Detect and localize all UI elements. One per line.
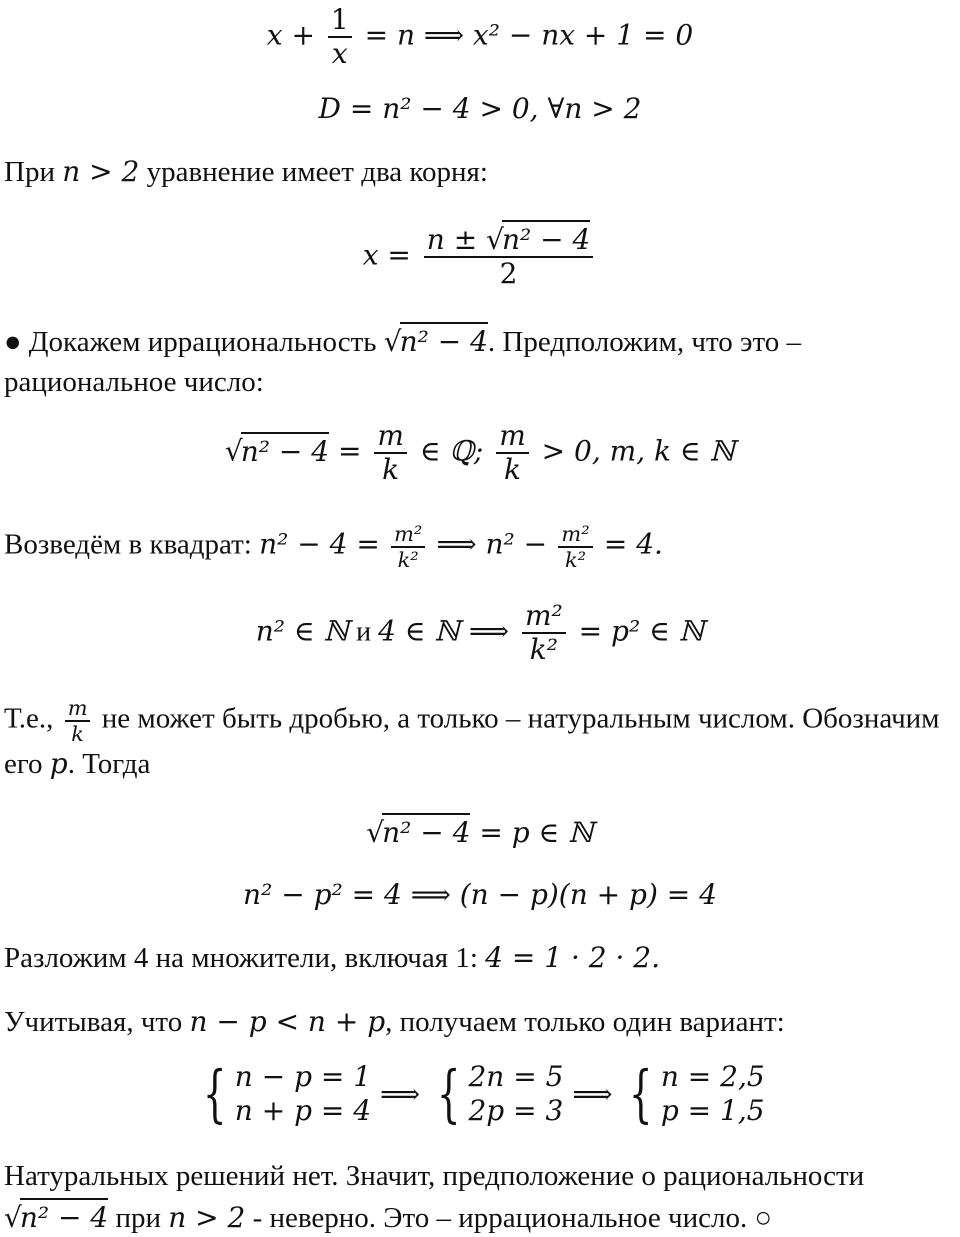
text-squaring	[4, 522, 663, 572]
math-fragment: ⟹ n² −	[436, 527, 548, 561]
system-row: n = 2,5	[660, 1060, 765, 1093]
fraction-numerator: m²	[391, 522, 425, 548]
text-fragment: при	[108, 1202, 169, 1234]
text-fragment: Т.е.,	[4, 702, 61, 735]
fraction-denominator: k	[382, 453, 400, 487]
math-fragment: 4 ∈ ℕ ⟹	[378, 614, 510, 648]
positivity-condition: > 0, m, k ∈ ℕ	[541, 434, 736, 468]
text-no-natural-solutions	[4, 1158, 864, 1194]
text-fragment: Разложим 4 на множители, включая 1:	[4, 942, 486, 974]
math-fragment: = p² ∈ ℕ	[578, 614, 705, 648]
implies-arrow: ⟹	[572, 1077, 613, 1111]
text-fragment: - неверно. Это – иррациональное число. ○	[245, 1202, 772, 1234]
implies-arrow: ⟹	[379, 1077, 421, 1111]
fraction-denominator: x	[331, 37, 348, 71]
equals-sign: =	[338, 434, 362, 468]
fraction-numerator: m²	[522, 600, 566, 634]
equation-reciprocal-sum	[0, 4, 960, 70]
system-row: 2n = 5	[468, 1060, 564, 1093]
fraction-m-over-k	[496, 420, 529, 486]
sqrt-radicand: n² − 4	[20, 1198, 108, 1234]
conjunction-and: и	[349, 616, 379, 648]
brace-icon: {	[436, 1057, 461, 1130]
fraction-one-over-x	[328, 4, 352, 70]
fraction-numerator: m	[374, 420, 407, 454]
fraction-numerator: m	[496, 420, 529, 454]
text-fragment: не может быть дробью, а только – натуральным числом. Обозначим	[94, 702, 940, 735]
fraction-m2-over-k2	[522, 600, 566, 666]
text-fragment: уравнение имеет два корня:	[139, 156, 488, 188]
text-conclusion: √n² − 4 при n > 2 - неверно. Это – иррациональное число. ○	[4, 1200, 772, 1236]
text-prove-irrational: ● Докажем иррациональность √n² − 4. Предположим, что это –	[4, 324, 801, 360]
sqrt-radicand: n² − 4	[241, 432, 329, 468]
sqrt-radicand: n² − 4	[502, 220, 590, 256]
math-fragment: n² ∈ ℕ	[255, 614, 350, 648]
math-n-gt-2: n > 2	[62, 155, 140, 188]
fraction-denominator: k²	[397, 548, 419, 572]
in-rationals: ∈ ℚ;	[419, 434, 484, 468]
fraction-denominator: k²	[529, 633, 558, 667]
text-denote-p	[4, 746, 150, 782]
text-cannot-be-fraction	[4, 696, 940, 746]
equation-discriminant	[0, 92, 960, 125]
math-fragment: 4 = 1 · 2 · 2.	[485, 941, 660, 974]
sqrt-radicand: n² − 4	[382, 813, 470, 849]
math-fragment: = 4.	[603, 527, 663, 561]
fraction-m-over-k	[65, 696, 91, 746]
brace-icon: {	[203, 1057, 227, 1130]
text-fragment: Натуральных решений нет. Значит, предположение о рациональности	[4, 1160, 865, 1192]
equation-natural	[0, 600, 960, 666]
system-row: n − p = 1	[234, 1060, 372, 1093]
fraction-m2-over-k2	[558, 522, 592, 572]
text-fragment: , получаем только один вариант:	[385, 1006, 785, 1038]
text-fragment: . Предположим, что это –	[487, 326, 802, 358]
math-fragment: n² − p² = 4 ⟹ (n − p)(n + p) = 4	[243, 878, 717, 911]
system-3	[621, 1057, 765, 1130]
text-fragment: При	[4, 156, 63, 188]
fraction-numerator: m	[65, 696, 91, 722]
sqrt-radicand: n² − 4	[400, 322, 488, 358]
math-p: p	[49, 747, 68, 780]
equation-systems	[0, 1057, 960, 1130]
brace-icon: {	[629, 1057, 653, 1130]
math-n-gt-2: n > 2	[168, 1201, 246, 1234]
text-considering	[4, 1004, 785, 1040]
math-inequality: n − p < n + p	[189, 1005, 386, 1038]
fraction-denominator: k²	[564, 548, 586, 572]
fraction-m2-over-k2	[391, 522, 425, 572]
fraction-m-over-k	[374, 420, 407, 486]
eq1-right: = n ⟹ x² − nx + 1 = 0	[364, 18, 694, 52]
system-row: n + p = 4	[234, 1094, 372, 1127]
text-factor-four	[4, 940, 660, 976]
equation-sqrt-equals-p: √n² − 4 = p ∈ ℕ	[0, 816, 960, 849]
math-fragment: = p ∈ ℕ	[479, 816, 594, 849]
text-rational-number	[4, 364, 264, 400]
text-fragment: его	[4, 748, 50, 780]
text-fragment: Учитывая, что	[4, 1006, 190, 1038]
n-plus-minus: n ±	[426, 223, 478, 256]
roots-left: x =	[362, 238, 411, 272]
equation-roots	[0, 224, 960, 290]
fraction-numerator: n ± √n² − 4	[424, 224, 594, 258]
fraction-denominator: k	[71, 722, 84, 746]
fraction-numerator: m²	[558, 522, 592, 548]
text-two-roots	[4, 154, 488, 190]
text-fragment: . Тогда	[67, 748, 151, 780]
system-1	[195, 1057, 372, 1130]
eq1-left: x +	[266, 18, 315, 52]
fraction-numerator: 1	[328, 4, 352, 38]
text-fragment: Возведём в квадрат:	[4, 528, 260, 561]
system-2	[429, 1057, 564, 1130]
discriminant-text: D = n² − 4 > 0, ∀n > 2	[318, 92, 642, 125]
system-row: p = 1,5	[660, 1094, 765, 1127]
text-fragment: рациональное число:	[4, 366, 264, 398]
equation-difference-of-squares	[0, 878, 960, 911]
text-fragment: ● Докажем иррациональность	[4, 326, 384, 358]
equation-assumption: √n² − 4 = $\frac{m}{k}$ ∈ ℚ; $\frac{m}{k}$ > 0, m, k ∈ ℕ	[224, 419, 736, 487]
fraction-roots	[424, 224, 594, 290]
system-row: 2p = 3	[468, 1094, 564, 1127]
math-fragment: n² − 4 =	[259, 527, 380, 561]
fraction-denominator: k	[504, 453, 521, 487]
fraction-denominator: 2	[499, 257, 518, 291]
